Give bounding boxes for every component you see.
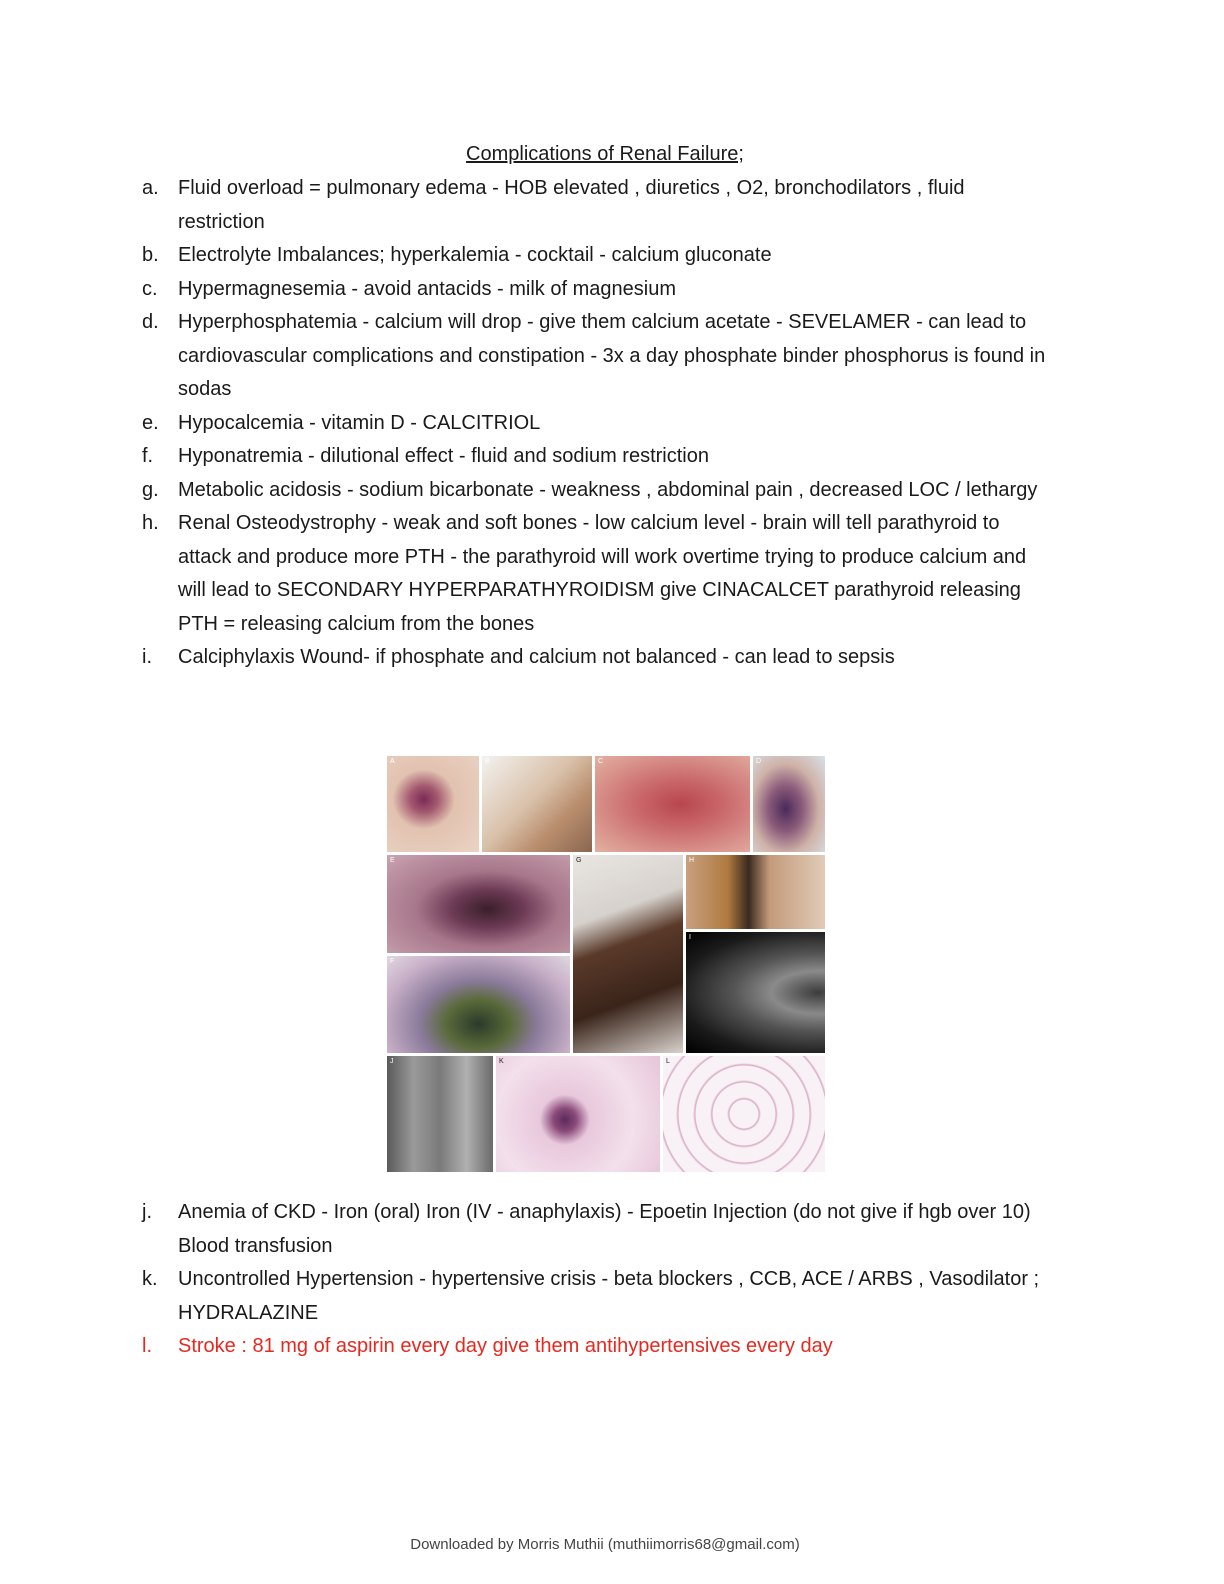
list-item-text: Calciphylaxis Wound- if phosphate and calcium not balanced - can lead to sepsis	[178, 646, 895, 668]
list-item-text: Hyperphosphatemia - calcium will drop - give them calcium acetate - SEVELAMER - can lead to cardiovascular complications and constipation - 3x a day phosphate binder phosphorus is found in sodas	[178, 311, 1046, 400]
list-marker: e.	[142, 411, 159, 434]
list-item-text: Anemia of CKD - Iron (oral) Iron (IV - anaphylaxis) - Epoetin Injection (do not give if hgb over 10) Blood transfusion	[178, 1201, 1031, 1257]
panel-label: C	[598, 758, 604, 765]
list-item-text: Hypermagnesemia - avoid antacids - milk of magnesium	[178, 277, 676, 300]
list-marker: d.	[142, 311, 159, 333]
list-item-b	[142, 239, 1052, 273]
figure-panel-c	[595, 756, 750, 852]
list-item-d	[142, 306, 1052, 407]
figure-panel-h	[686, 855, 825, 929]
list-item-j	[142, 1196, 1052, 1263]
complications-list-bottom	[142, 1196, 1052, 1364]
figure-panel-f	[387, 956, 570, 1053]
complications-list-top	[142, 172, 1052, 675]
figure-panel-g	[573, 855, 683, 1053]
figure-panel-a	[387, 756, 479, 852]
list-item-g	[142, 474, 1052, 508]
list-item-h	[142, 507, 1052, 641]
panel-label: G	[576, 857, 582, 864]
panel-label: J	[390, 1058, 394, 1065]
figure-panel-b	[482, 756, 592, 852]
list-marker: i.	[142, 646, 152, 668]
list-item-c	[142, 273, 1052, 307]
list-marker: c.	[142, 277, 158, 300]
list-item-text: Hypocalcemia - vitamin D - CALCITRIOL	[178, 411, 541, 434]
list-marker: a.	[142, 177, 159, 199]
figure-panel-i	[686, 932, 825, 1053]
panel-label: I	[689, 934, 691, 941]
figure-panel-k	[496, 1056, 660, 1172]
list-item-text: Electrolyte Imbalances; hyperkalemia - cocktail - calcium gluconate	[178, 244, 772, 266]
list-item-text: Renal Osteodystrophy - weak and soft bones - low calcium level - brain will tell parathyroid to attack and produce more PTH - the parathyroid will work overtime trying to produce calcium and will lead to SECONDARY HYPERPARATHYROIDISM give CINACALCET parathyroid releasing PTH = releasing calcium from the bones	[178, 512, 1027, 635]
list-marker: k.	[142, 1268, 158, 1290]
list-item-text: Hyponatremia - dilutional effect - fluid and sodium restriction	[178, 445, 709, 467]
list-marker: f.	[142, 445, 154, 467]
list-item-a	[142, 172, 1052, 239]
panel-label: K	[499, 1058, 504, 1065]
list-item-text: Stroke : 81 mg of aspirin every day give them antihypertensives every day	[178, 1335, 833, 1357]
list-item-e	[142, 407, 1052, 441]
figure-panel-d	[753, 756, 825, 852]
list-item-k	[142, 1263, 1052, 1330]
panel-label: F	[390, 958, 395, 965]
list-marker: h.	[142, 512, 159, 534]
calciphylaxis-figure	[387, 756, 825, 1172]
list-item-i	[142, 641, 1052, 675]
figure-panel-l	[663, 1056, 825, 1172]
list-marker: j.	[142, 1201, 152, 1223]
download-footer: Downloaded by Morris Muthii (muthiimorris68@gmail.com)	[410, 1536, 800, 1553]
figure-panel-j	[387, 1056, 493, 1172]
panel-label: B	[485, 758, 490, 765]
list-item-l	[142, 1330, 1052, 1364]
list-marker: b.	[142, 244, 159, 266]
panel-label: A	[390, 758, 395, 765]
list-item-text: Metabolic acidosis - sodium bicarbonate - weakness , abdominal pain , decreased LOC / lethargy	[178, 478, 1038, 501]
panel-label: L	[666, 1058, 670, 1065]
list-item-text: Uncontrolled Hypertension - hypertensive crisis - beta blockers , CCB, ACE / ARBS , Vasodilator ; HYDRALAZINE	[178, 1268, 1040, 1324]
panel-label: E	[390, 857, 395, 864]
list-item-f	[142, 440, 1052, 474]
list-marker: l.	[142, 1335, 152, 1357]
panel-label: H	[689, 857, 695, 864]
figure-panel-e	[387, 855, 570, 953]
page-title: Complications of Renal Failure;	[466, 143, 744, 165]
panel-label: D	[756, 758, 762, 765]
list-item-text: Fluid overload = pulmonary edema - HOB elevated , diuretics , O2, bronchodilators , fluid restriction	[178, 177, 965, 233]
list-marker: g.	[142, 478, 159, 501]
